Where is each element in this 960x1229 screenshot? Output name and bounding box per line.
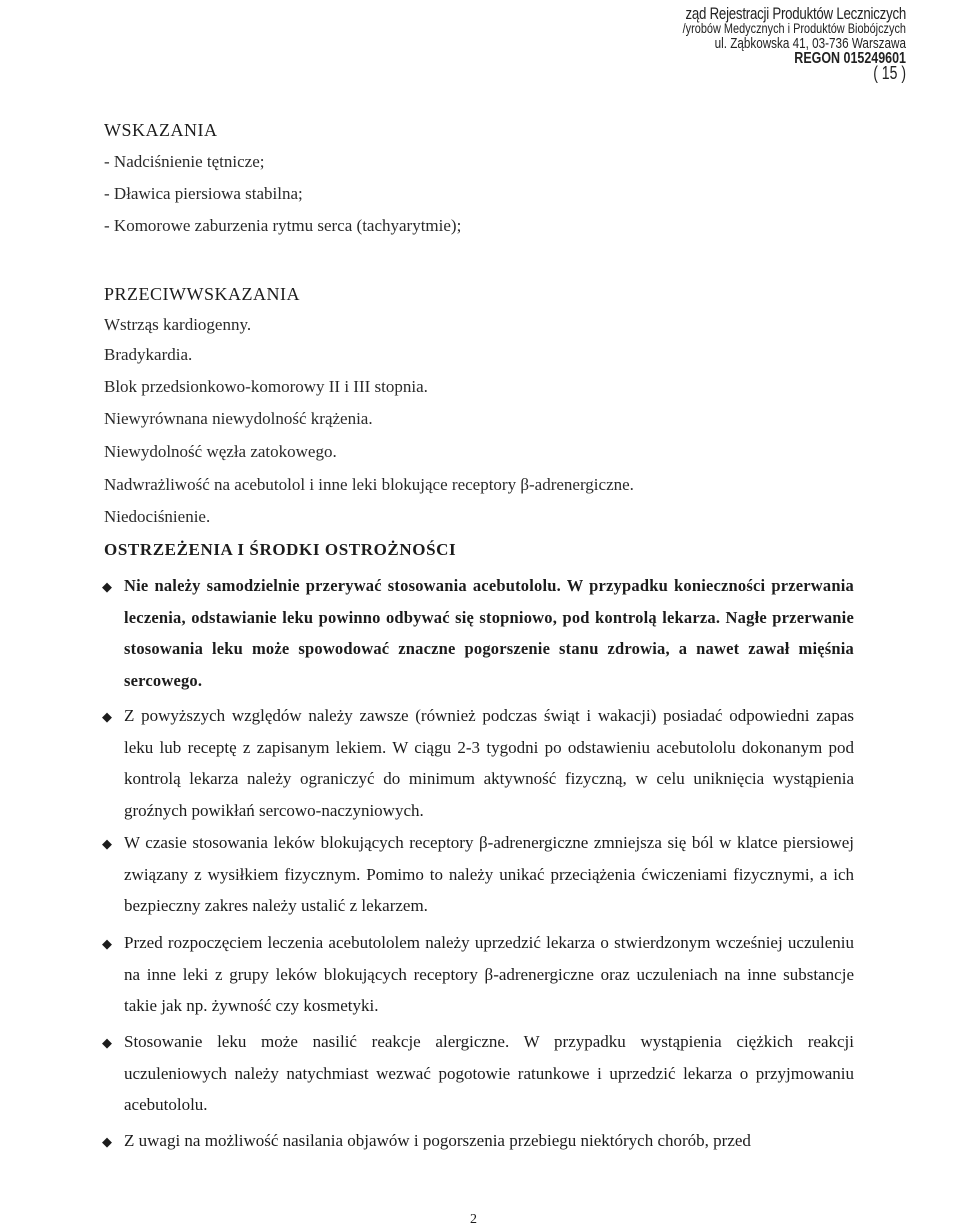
contraindications-heading: PRZECIWWSKAZANIA [104,284,300,304]
diamond-bullet-icon: ◆ [102,936,112,951]
contraindication-item: Wstrząs kardiogenny. [104,315,252,334]
stamp-line-4: REGON 015249601 [794,50,906,67]
warnings-heading: OSTRZEŻENIA I ŚRODKI OSTROŻNOŚCI [104,540,457,559]
contraindication-item: Niewyrównana niewydolność krążenia. [104,409,373,428]
contraindication-item: Blok przedsionkowo-komorowy II i III stopnia. [104,377,428,396]
diamond-bullet-icon: ◆ [102,1035,112,1050]
diamond-bullet-icon: ◆ [102,709,112,724]
indication-item: - Komorowe zaburzenia rytmu serca (tachyarytmie); [104,216,462,235]
warning-item: Z uwagi na możliwość nasilania objawów i pogorszenia przebiegu niektórych chorób, przed [124,1131,751,1150]
contraindication-item: Niedociśnienie. [104,507,211,526]
stamp-line-5: ( 15 ) [873,63,906,83]
warning-item: Stosowanie leku może nasilić reakcje alergiczne. W przypadku wystąpienia ciężkich reakcji uczuleniowych należy natychmiast wezwać pogotowie ratunkowe i uprzedzić lekarza o przyjmowaniu acebutololu. [124,1032,854,1114]
warning-item: Z powyższych względów należy zawsze (również podczas świąt i wakacji) posiadać odpowiedni zapas leku lub receptę z zapisanym lekiem. W ciągu 2-3 tygodni po odstawieniu acebutololu dokonanym pod kontrolą lekarza należy ograniczyć do minimum aktywność fizyczną, w celu uniknięcia wystąpienia groźnych powikłań sercowo-naczyniowych. [124,706,854,820]
stamp-line-1: ząd Rejestracji Produktów Leczniczych [685,4,906,23]
stamp-line-3: ul. Ząbkowska 41, 03-736 Warszawa [714,35,906,52]
stamp-line-2: /yrobów Medycznych i Produktów Biobójczych [682,20,906,36]
indication-item: - Dławica piersiowa stabilna; [104,184,303,203]
warning-item: Przed rozpoczęciem leczenia acebutololem należy uprzedzić lekarza o stwierdzonym wcześniej uczuleniu na inne leki z grupy leków blokujących receptory β-adrenergiczne oraz uczuleniach na inne substancje takie jak np. żywność czy kosmetyki. [124,933,854,1015]
diamond-bullet-icon: ◆ [102,836,112,851]
registration-stamp [656,6,906,81]
contraindication-item: Niewydolność węzła zatokowego. [104,442,337,461]
indication-item: - Nadciśnienie tętnicze; [104,152,265,171]
contraindication-item: Nadwrażliwość na acebutolol i inne leki blokujące receptory β-adrenergiczne. [104,475,634,494]
warning-item: Nie należy samodzielnie przerywać stosowania acebutololu. W przypadku konieczności przerwania leczenia, odstawianie leku powinno odbywać się stopniowo, pod kontrolą lekarza. Nagłe przerwanie stosowania leku może spowodować znaczne pogorszenie stanu zdrowia, a nawet zawał mięśnia sercowego. [124,576,854,690]
indications-heading: WSKAZANIA [104,120,218,140]
warning-item: W czasie stosowania leków blokujących receptory β-adrenergiczne zmniejsza się ból w klatce piersiowej związany z wysiłkiem fizycznym. Pomimo to należy unikać przeciążenia ćwiczeniami fizycznymi, a ich bezpieczny zakres należy ustalić z lekarzem. [124,833,854,915]
page-number: 2 [470,1212,477,1227]
diamond-bullet-icon: ◆ [102,1134,112,1149]
diamond-bullet-icon: ◆ [102,579,112,594]
contraindication-item: Bradykardia. [104,345,193,364]
